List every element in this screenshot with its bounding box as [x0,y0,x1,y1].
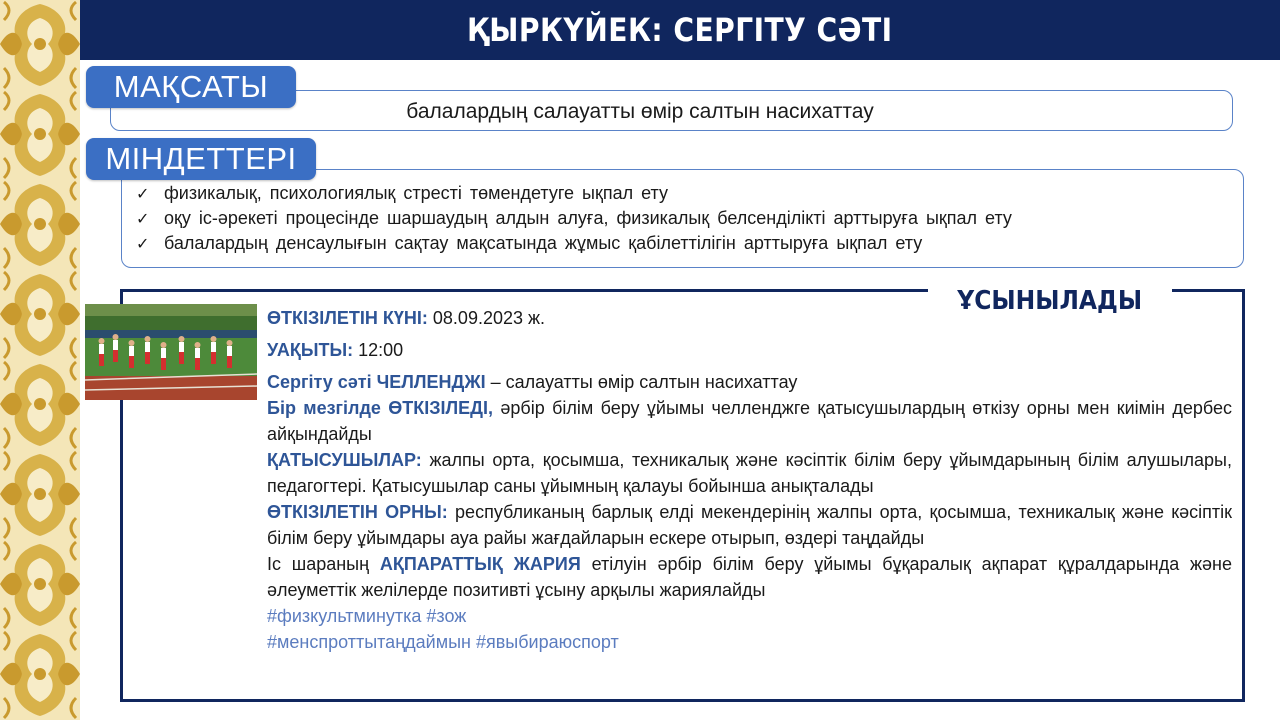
participants-paragraph [267,447,1232,499]
hashtags-line-1: #физкультминутка #зож [267,606,467,626]
task-text: оқу іс-әрекеті процесінде шаршаудың алдын алуға, физикалық белсенділікті арттыруға ықпал ету [164,208,1012,228]
goal-text: балалардың салауатты өмір салтын насихаттау [406,100,874,123]
goal-label: МАҚСАТЫ [86,66,296,108]
date-label: ӨТКІЗІЛЕТІН КҮНІ: [267,308,428,328]
recommended-content [267,305,1232,655]
list-item [136,231,1012,256]
page-title: ҚЫРКҮЙЕК: СЕРГІТУ СӘТІ [467,11,893,49]
simultaneous-paragraph [267,395,1232,447]
hashtags-line-2: #менспроттытаңдаймын #явыбираюспорт [267,632,619,652]
challenge-label: Сергіту сәті ЧЕЛЛЕНДЖІ [267,372,486,392]
time-label: УАҚЫТЫ: [267,340,354,360]
info-text: етілуін әрбір білім беру ұйымы бұқаралық ақпарат құралдарында және әлеуметтік желілерде позитивті ұсыну арқылы жариялайды [267,554,1232,600]
participants-text: жалпы орта, қосымша, техникалық және кәсіптік білім беру ұйымдарының білім алушылары, педагогтері. Қатысушылар саны ұйымның қалауы бойынша анықталады [267,450,1232,496]
challenge-text: – салауатты өмір салтын насихаттау [490,372,798,392]
header-bar [80,0,1280,60]
time-value: 12:00 [358,340,404,360]
participants-label: ҚАТЫСУШЫЛАР: [267,450,422,470]
list-item [136,181,1012,206]
recommended-title: ҰСЫНЫЛАДЫ [928,281,1172,321]
tasks-list [136,181,1012,256]
venue-paragraph [267,499,1232,551]
info-pre: Іс шараның [267,554,370,574]
info-label: АҚПАРАТТЫҚ ЖАРИЯ [379,554,581,574]
info-paragraph [267,551,1232,603]
simultaneous-label: Бір мезгілде ӨТКІЗІЛЕДІ, [267,398,494,418]
venue-text: республиканың барлық елді мекендерінің жалпы орта, қосымша, техникалық және кәсіптік білім беру ұйымдары ауа райы жағдайларын ескере отырып, өздері таңдайды [267,502,1232,548]
venue-label: ӨТКІЗІЛЕТІН ОРНЫ: [267,502,448,522]
simultaneous-text: әрбір білім беру ұйымы челленджге қатысушылардың өткізу орны мен киімін дербес айқындайды [267,398,1232,444]
check-icon: ✓ [136,186,150,203]
check-icon: ✓ [136,236,150,253]
tasks-label: МІНДЕТТЕРІ [86,138,316,180]
children-exercising-photo [85,304,257,400]
task-text: балалардың денсаулығын сақтау мақсатында жұмыс қабілеттілігін арттыруға ықпал ету [164,233,923,253]
list-item [136,206,1012,231]
time-line [267,337,1232,363]
challenge-line [267,369,1232,395]
check-icon: ✓ [136,211,150,228]
task-text: физикалық, психологиялық стресті төмендетуге ықпал ету [164,183,668,203]
date-value: 08.09.2023 ж. [432,308,546,328]
